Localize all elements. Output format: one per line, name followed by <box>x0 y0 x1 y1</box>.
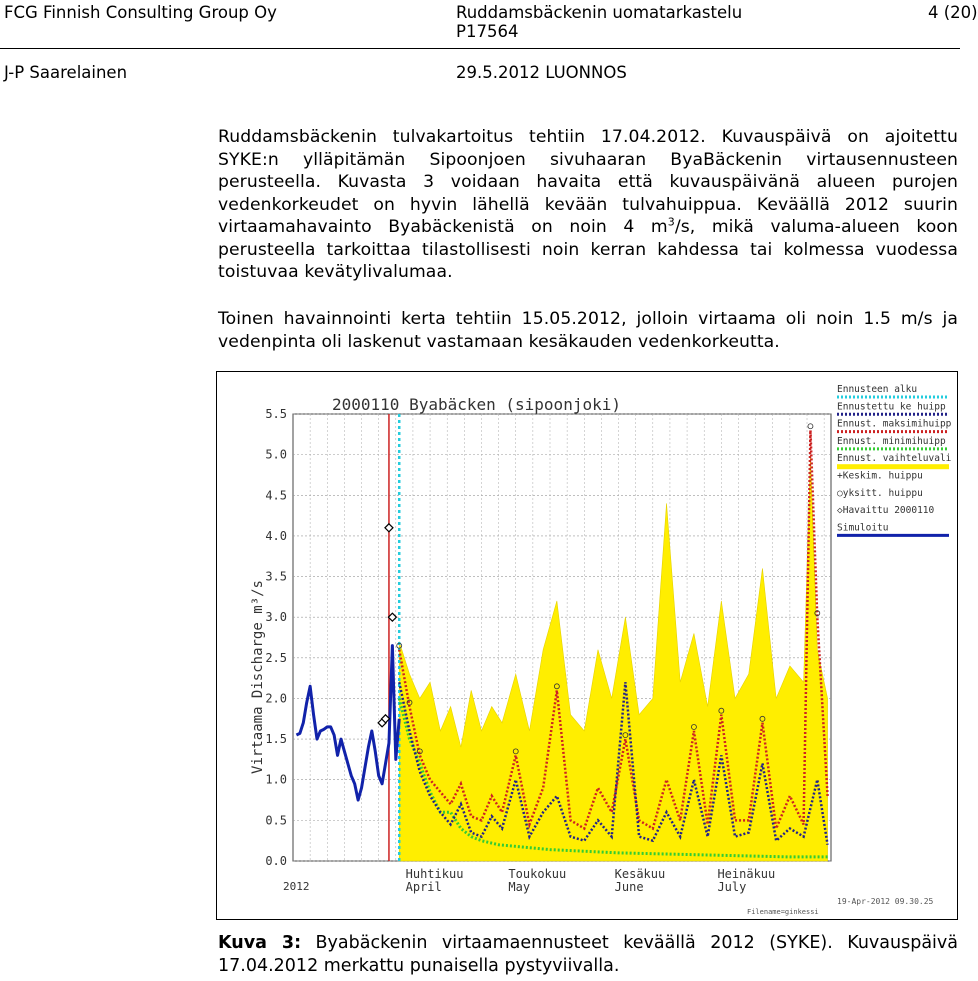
y-tick-label: 5.5 <box>265 407 287 421</box>
superscript: 3 <box>667 215 675 229</box>
page-number: 4 (20) <box>928 3 978 22</box>
legend-item-label: Ennustettu ke huipp <box>837 401 946 413</box>
document-date-status: 29.5.2012 LUONNOS <box>456 63 627 82</box>
caption-text: Byabäckenin virtaamaennusteet keväällä 2012 (SYKE). Kuvauspäivä 17.04.2012 merkattu punaisella pystyviivalla. <box>218 933 958 976</box>
y-tick-label: 2.0 <box>265 691 287 706</box>
caption-label: Kuva 3: <box>218 933 302 953</box>
y-tick-label: 1.0 <box>265 772 287 787</box>
paragraph-1 <box>218 126 958 284</box>
month-label-en: April <box>405 880 442 894</box>
legend-item-swatch <box>837 464 949 469</box>
chart-footer-file: Filename=ginkessi <box>747 908 819 916</box>
month-label-fi: Huhtikuu <box>405 867 464 881</box>
legend-item-label: ○yksitt. huippu <box>837 487 923 499</box>
y-tick-label: 2.5 <box>265 650 287 665</box>
forecast-chart-svg <box>217 372 957 919</box>
y-tick-label: 4.0 <box>265 528 287 543</box>
document-title: Ruddamsbäckenin uomatarkastelu <box>456 3 743 22</box>
paragraph-1-text-a: Ruddamsbäckenin tulvakartoitus tehtiin 17.04.2012. Kuvauspäivä on ajoitettu SYKE:n ylläpitämän Sipoonjoen sivuhaaran ByaBäckenin virtausennusteen perusteella. Kuvasta 3 voidaan havaita että kuvauspäivänä alueen purojen vedenkorkeudet on hyvin lähellä kevään tulvahuippua. Keväällä 2012 suurin virtaamahavainto Byabäckenistä on noin 4 m <box>218 127 958 237</box>
chart-title: 2000110 Byabäcken (sipoonjoki) <box>332 395 621 414</box>
author: J-P Saarelainen <box>4 63 128 82</box>
chart-y-axis-label: Virtaama Discharge m³/s <box>250 580 266 774</box>
header-rule <box>0 48 960 49</box>
figure-caption <box>218 932 958 978</box>
y-tick-label: 5.0 <box>265 447 287 462</box>
month-label-en: June <box>614 880 644 894</box>
legend-item-label: +Keskim. huippu <box>837 470 923 482</box>
company-name: FCG Finnish Consulting Group Oy <box>4 3 277 22</box>
chart-footer-date: 19-Apr-2012 09.30.25 <box>837 897 934 906</box>
forecast-chart <box>216 371 958 920</box>
y-tick-label: 1.5 <box>265 732 287 747</box>
y-tick-label: 0.0 <box>265 854 287 868</box>
y-tick-label: 3.5 <box>265 569 287 584</box>
project-number: P17564 <box>456 22 519 41</box>
month-label-en: July <box>717 880 747 894</box>
month-label-fi: Toukokuu <box>508 867 567 881</box>
legend-item-label: Ennusteen alku <box>837 384 918 395</box>
y-tick-label: 4.5 <box>265 488 287 503</box>
paragraph-1-text-b: /s, mikä valuma-alueen koon perusteella tarkoittaa tilastollisesti noin kerran kahdessa tai kolmessa vuodessa toistuvaa kevätylivalumaa. <box>218 217 958 282</box>
legend-item-label: Ennust. maksimihuipp <box>837 418 952 430</box>
legend-item-label: Ennust. vaihteluvali <box>837 453 952 465</box>
month-label-fi: Kesäkuu <box>614 867 666 881</box>
y-tick-label: 3.0 <box>265 610 287 625</box>
chart-year-label: 2012 <box>283 880 310 893</box>
y-tick-label: 0.5 <box>265 813 287 828</box>
month-label-fi: Heinäkuu <box>717 867 776 881</box>
legend-item-label: Simuloitu <box>837 522 889 534</box>
legend-item-label: ◇Havaittu 2000110 <box>837 505 935 517</box>
month-label-en: May <box>508 880 531 894</box>
legend-item-label: Ennust. minimihuipp <box>837 435 946 447</box>
paragraph-2: Toinen havainnointi kerta tehtiin 15.05.2012, jolloin virtaama oli noin 1.5 m/s ja vedenpinta oli laskenut vastamaan kesäkauden vedenkorkeutta. <box>218 309 958 352</box>
